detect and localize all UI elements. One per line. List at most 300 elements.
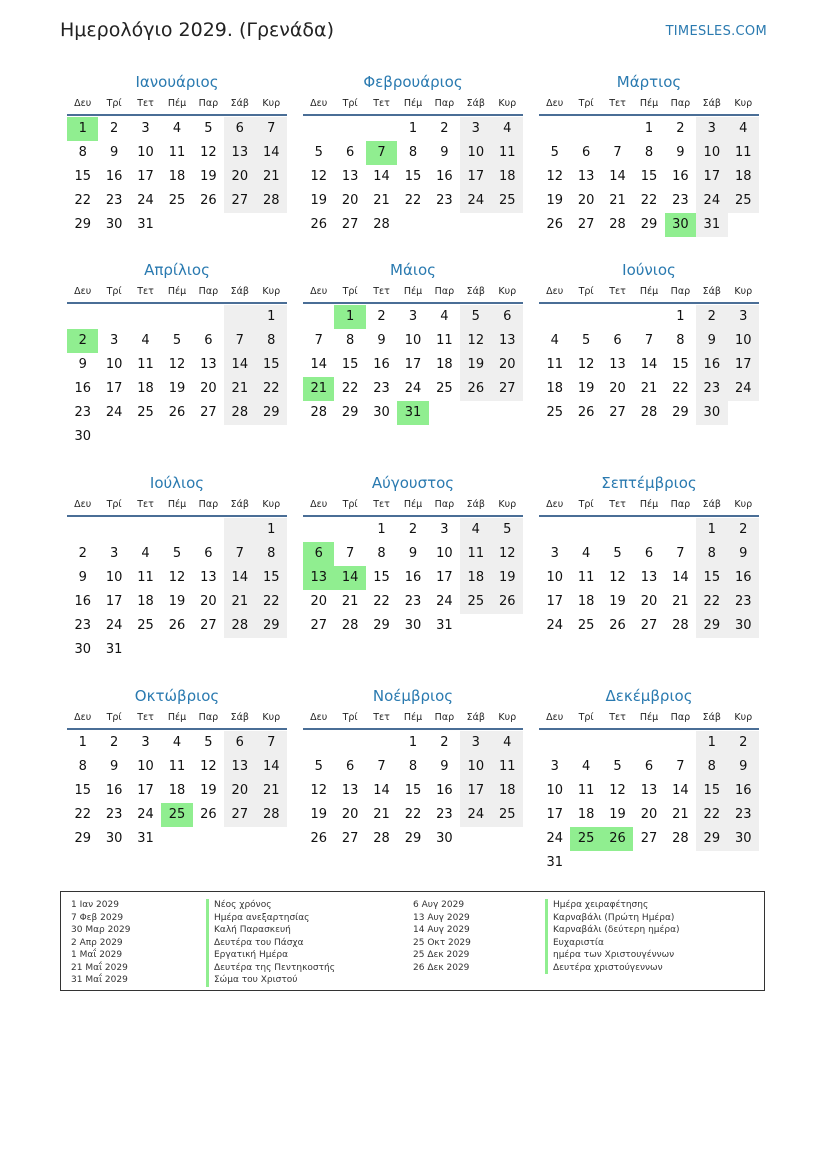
- weekday-label: Πέμ: [639, 98, 659, 109]
- month-block: [539, 686, 759, 875]
- day-cell: 22: [696, 590, 727, 614]
- day-cell: 6: [224, 731, 255, 755]
- empty-cell: [602, 731, 633, 755]
- day-cell: 19: [609, 807, 626, 822]
- day-cell: 6: [204, 546, 213, 561]
- day-cell: 30: [404, 618, 422, 633]
- weekday-label: Δευ: [310, 286, 328, 297]
- weekday-label: Κυρ: [262, 98, 281, 109]
- weekday-label: Δευ: [74, 712, 92, 723]
- day-cell: 9: [408, 546, 418, 561]
- weekday-label: Κυρ: [498, 499, 517, 510]
- legend-entry: 7 Φεβ 2029: [71, 912, 124, 923]
- day-cell: 24: [404, 381, 422, 396]
- weekday-label: Δευ: [74, 98, 92, 109]
- day-cell: 28: [609, 217, 626, 232]
- day-cell: 11: [577, 570, 595, 585]
- day-cell: 11: [492, 755, 523, 779]
- empty-cell: [161, 518, 192, 542]
- day-cell: 10: [546, 570, 563, 585]
- empty-cell: [539, 518, 570, 542]
- day-cell: 3: [109, 546, 119, 561]
- day-cell: 10: [436, 546, 453, 561]
- empty-cell: [98, 518, 129, 542]
- weekday-label: Κυρ: [498, 98, 517, 109]
- day-cell: 1: [696, 731, 727, 755]
- weekday-label: Παρ: [670, 286, 691, 297]
- day-cell: 24: [696, 189, 727, 213]
- day-cell: 2: [676, 121, 685, 136]
- weekday-label: Σάβ: [466, 712, 485, 723]
- day-cell: 7: [256, 731, 287, 755]
- day-cell: 22: [341, 381, 359, 396]
- day-cell: 23: [672, 193, 689, 208]
- legend-entry: Καρναβάλι (δεύτερη ημέρα): [545, 924, 680, 937]
- day-cell: 18: [168, 783, 186, 798]
- day-cell: 11: [460, 542, 491, 566]
- holiday-day: 25: [161, 803, 192, 827]
- day-cell: 24: [546, 831, 563, 846]
- day-cell: 2: [728, 731, 759, 755]
- day-grid: [539, 305, 759, 425]
- day-cell: 16: [105, 783, 123, 798]
- month-name: Σεπτέμβριος: [601, 474, 697, 492]
- day-cell: 3: [696, 117, 727, 141]
- day-cell: 17: [404, 357, 422, 372]
- day-cell: 11: [436, 333, 453, 348]
- weekday-label: Κυρ: [498, 712, 517, 723]
- day-cell: 15: [74, 169, 91, 184]
- weekday-header: [303, 496, 523, 517]
- day-cell: 19: [310, 193, 327, 208]
- empty-cell: [334, 518, 365, 542]
- weekday-label: Τετ: [373, 499, 390, 510]
- day-cell: 29: [341, 405, 359, 420]
- day-grid: [67, 117, 287, 237]
- empty-cell: [633, 731, 664, 755]
- day-cell: 15: [74, 783, 91, 798]
- day-cell: 21: [640, 381, 658, 396]
- empty-cell: [303, 117, 334, 141]
- weekday-header: [67, 496, 287, 517]
- day-cell: 22: [672, 381, 689, 396]
- day-cell: 25: [436, 381, 453, 396]
- day-cell: 3: [550, 759, 559, 774]
- month-name: Ιανουάριος: [135, 73, 219, 91]
- month-block: [303, 686, 523, 851]
- day-cell: 17: [460, 165, 491, 189]
- day-cell: 25: [137, 405, 154, 420]
- day-cell: 13: [577, 169, 595, 184]
- day-cell: 19: [200, 783, 217, 798]
- day-cell: 7: [345, 546, 355, 561]
- holiday-day: 1: [67, 117, 98, 141]
- weekday-label: Παρ: [198, 499, 219, 510]
- day-cell: 4: [581, 546, 591, 561]
- weekday-label: Δευ: [74, 499, 92, 510]
- weekday-label: Πέμ: [403, 499, 423, 510]
- holiday-day: 6: [303, 542, 334, 566]
- day-cell: 10: [696, 141, 727, 165]
- day-cell: 14: [373, 169, 390, 184]
- day-cell: 29: [672, 405, 689, 420]
- holiday-day: 14: [334, 566, 365, 590]
- weekday-label: Δευ: [546, 712, 564, 723]
- weekday-label: Πέμ: [167, 98, 187, 109]
- day-cell: 13: [640, 570, 658, 585]
- day-cell: 28: [310, 405, 327, 420]
- day-cell: 27: [224, 803, 255, 827]
- month-block: [539, 473, 759, 638]
- weekday-label: Τρί: [342, 286, 358, 297]
- month-name: Μάιος: [390, 261, 436, 279]
- day-cell: 12: [577, 357, 595, 372]
- weekday-label: Τρί: [106, 286, 122, 297]
- day-cell: 3: [550, 546, 559, 561]
- day-cell: 8: [78, 145, 87, 160]
- day-cell: 7: [256, 117, 287, 141]
- weekday-label: Κυρ: [734, 286, 753, 297]
- empty-cell: [602, 305, 633, 329]
- month-name: Οκτώβριος: [134, 687, 220, 705]
- day-grid: [539, 731, 759, 875]
- day-cell: 17: [137, 169, 154, 184]
- legend-entry: 14 Αυγ 2029: [413, 925, 470, 935]
- day-cell: 18: [137, 594, 154, 609]
- day-cell: 11: [137, 570, 154, 585]
- day-cell: 20: [640, 594, 658, 609]
- weekday-label: Τρί: [342, 98, 358, 109]
- day-cell: 1: [644, 121, 654, 136]
- empty-cell: [366, 117, 397, 141]
- day-cell: 23: [373, 381, 390, 396]
- day-cell: 18: [137, 381, 154, 396]
- weekday-header: [303, 709, 523, 730]
- day-cell: 30: [373, 405, 390, 420]
- day-cell: 9: [109, 145, 119, 160]
- day-cell: 9: [109, 759, 119, 774]
- day-cell: 9: [728, 542, 759, 566]
- weekday-label: Σάβ: [230, 499, 249, 510]
- legend-entry: 1 Μαΐ 2029: [71, 950, 123, 960]
- legend-entry: Δευτέρα της Πεντηκοστής: [206, 962, 335, 975]
- day-cell: 30: [105, 217, 123, 232]
- day-cell: 9: [377, 333, 386, 348]
- day-cell: 4: [581, 759, 591, 774]
- day-cell: 16: [436, 783, 453, 798]
- day-cell: 5: [172, 333, 182, 348]
- day-grid: [67, 518, 287, 662]
- day-cell: 24: [105, 618, 123, 633]
- weekday-label: Παρ: [198, 98, 219, 109]
- day-cell: 14: [310, 357, 327, 372]
- day-cell: 5: [613, 759, 622, 774]
- weekday-label: Τετ: [609, 286, 626, 297]
- empty-cell: [665, 731, 696, 755]
- holiday-day: 21: [303, 377, 334, 401]
- weekday-label: Παρ: [670, 712, 691, 723]
- day-cell: 17: [546, 594, 563, 609]
- day-grid: [539, 518, 759, 638]
- weekday-label: Τετ: [137, 712, 154, 723]
- day-cell: 11: [728, 141, 759, 165]
- day-cell: 16: [672, 169, 689, 184]
- day-cell: 5: [581, 333, 591, 348]
- empty-cell: [539, 117, 570, 141]
- weekday-label: Σάβ: [702, 712, 721, 723]
- day-cell: 12: [460, 329, 491, 353]
- weekday-label: Τετ: [609, 499, 626, 510]
- day-cell: 31: [137, 217, 154, 232]
- day-cell: 10: [546, 783, 563, 798]
- day-cell: 31: [137, 831, 154, 846]
- day-cell: 13: [640, 783, 658, 798]
- day-cell: 3: [141, 121, 150, 136]
- day-cell: 23: [74, 405, 91, 420]
- weekday-header: [67, 709, 287, 730]
- weekday-label: Τετ: [373, 286, 390, 297]
- day-cell: 4: [172, 121, 182, 136]
- weekday-label: Τετ: [137, 98, 154, 109]
- weekday-label: Τρί: [578, 499, 594, 510]
- legend-entry: 25 Δεκ 2029: [413, 950, 470, 960]
- day-cell: 5: [613, 546, 622, 561]
- weekday-label: Πέμ: [403, 98, 423, 109]
- empty-cell: [67, 518, 98, 542]
- empty-cell: [570, 117, 601, 141]
- day-cell: 27: [492, 377, 523, 401]
- month-name: Νοέμβριος: [372, 687, 454, 705]
- weekday-label: Κυρ: [262, 712, 281, 723]
- day-cell: 15: [640, 169, 658, 184]
- empty-cell: [665, 518, 696, 542]
- day-grid: [303, 117, 523, 237]
- day-cell: 4: [492, 117, 523, 141]
- legend-dates-left: [71, 899, 131, 987]
- legend-entry: Δευτέρα του Πάσχα: [206, 937, 335, 950]
- day-cell: 9: [440, 759, 449, 774]
- empty-cell: [303, 731, 334, 755]
- month-block: [67, 473, 287, 662]
- weekday-label: Παρ: [434, 499, 455, 510]
- day-cell: 20: [492, 353, 523, 377]
- day-cell: 27: [200, 618, 217, 633]
- day-cell: 8: [256, 329, 287, 353]
- weekday-label: Τετ: [609, 712, 626, 723]
- day-cell: 14: [256, 141, 287, 165]
- month-block: [539, 260, 759, 425]
- day-cell: 19: [310, 807, 327, 822]
- legend-entry: ημέρα των Χριστουγέννων: [545, 949, 680, 962]
- month-block: [67, 686, 287, 851]
- day-cell: 7: [377, 759, 386, 774]
- day-cell: 7: [224, 329, 255, 353]
- weekday-label: Τρί: [578, 712, 594, 723]
- day-cell: 8: [696, 542, 727, 566]
- empty-cell: [602, 117, 633, 141]
- weekday-label: Κυρ: [734, 98, 753, 109]
- day-cell: 12: [310, 783, 327, 798]
- day-cell: 2: [109, 735, 119, 750]
- day-cell: 2: [109, 121, 119, 136]
- day-cell: 28: [640, 405, 658, 420]
- day-cell: 26: [310, 217, 327, 232]
- day-cell: 2: [728, 518, 759, 542]
- day-cell: 10: [460, 755, 491, 779]
- day-cell: 13: [200, 570, 217, 585]
- day-cell: 27: [200, 405, 217, 420]
- day-cell: 2: [696, 305, 727, 329]
- day-cell: 16: [373, 357, 390, 372]
- day-cell: 13: [609, 357, 626, 372]
- weekday-label: Παρ: [198, 286, 219, 297]
- legend-names-left: [206, 899, 335, 987]
- day-cell: 1: [377, 522, 386, 537]
- day-cell: 3: [440, 522, 449, 537]
- day-cell: 24: [436, 594, 453, 609]
- empty-cell: [633, 518, 664, 542]
- day-cell: 4: [492, 731, 523, 755]
- day-cell: 13: [341, 783, 359, 798]
- weekday-label: Παρ: [670, 98, 691, 109]
- empty-cell: [539, 731, 570, 755]
- month-block: [67, 260, 287, 449]
- weekday-label: Σάβ: [466, 286, 485, 297]
- day-cell: 15: [404, 169, 422, 184]
- empty-cell: [224, 518, 255, 542]
- legend-entry: 1 Ιαν 2029: [71, 900, 119, 910]
- day-cell: 17: [105, 594, 123, 609]
- legend-entry: Καλή Παρασκευή: [206, 924, 335, 937]
- day-cell: 4: [141, 333, 150, 348]
- day-cell: 21: [224, 377, 255, 401]
- day-cell: 11: [137, 357, 154, 372]
- day-cell: 17: [137, 783, 154, 798]
- day-cell: 8: [408, 145, 418, 160]
- day-cell: 30: [74, 642, 91, 657]
- holiday-day: 1: [334, 305, 365, 329]
- weekday-label: Σάβ: [230, 712, 249, 723]
- day-cell: 28: [224, 614, 255, 638]
- day-cell: 3: [460, 117, 491, 141]
- weekday-label: Παρ: [434, 286, 455, 297]
- day-cell: 9: [728, 755, 759, 779]
- day-cell: 11: [168, 145, 186, 160]
- weekday-label: Κυρ: [734, 712, 753, 723]
- day-cell: 16: [74, 381, 91, 396]
- empty-cell: [224, 305, 255, 329]
- day-cell: 8: [676, 333, 685, 348]
- day-cell: 24: [546, 618, 563, 633]
- day-cell: 18: [546, 381, 563, 396]
- day-cell: 10: [460, 141, 491, 165]
- day-cell: 18: [728, 165, 759, 189]
- weekday-label: Πέμ: [167, 712, 187, 723]
- weekday-header: [67, 283, 287, 304]
- day-cell: 21: [256, 779, 287, 803]
- month-block: [303, 473, 523, 638]
- weekday-label: Τρί: [106, 712, 122, 723]
- day-cell: 26: [492, 590, 523, 614]
- day-cell: 26: [168, 618, 186, 633]
- day-cell: 21: [672, 594, 689, 609]
- day-cell: 22: [696, 803, 727, 827]
- day-cell: 22: [404, 807, 422, 822]
- day-cell: 16: [404, 570, 422, 585]
- month-block: [67, 72, 287, 237]
- day-cell: 29: [74, 831, 91, 846]
- day-cell: 20: [310, 594, 327, 609]
- day-cell: 1: [408, 735, 418, 750]
- day-cell: 24: [728, 377, 759, 401]
- day-cell: 27: [577, 217, 595, 232]
- day-cell: 30: [696, 401, 727, 425]
- day-cell: 1: [78, 735, 87, 750]
- day-cell: 26: [200, 193, 217, 208]
- empty-cell: [602, 518, 633, 542]
- weekday-header: [303, 95, 523, 116]
- day-cell: 30: [436, 831, 453, 846]
- day-cell: 28: [373, 831, 390, 846]
- day-cell: 15: [256, 353, 287, 377]
- weekday-label: Κυρ: [734, 499, 753, 510]
- day-cell: 25: [137, 618, 154, 633]
- weekday-label: Τετ: [137, 499, 154, 510]
- day-cell: 20: [200, 381, 217, 396]
- weekday-label: Δευ: [74, 286, 92, 297]
- day-cell: 14: [224, 353, 255, 377]
- weekday-label: Σάβ: [702, 286, 721, 297]
- holiday-day: 30: [665, 213, 696, 237]
- day-cell: 12: [168, 357, 186, 372]
- day-cell: 27: [609, 405, 626, 420]
- day-cell: 15: [672, 357, 689, 372]
- day-cell: 8: [408, 759, 418, 774]
- legend-entry: Εργατική Ημέρα: [206, 949, 335, 962]
- day-cell: 23: [728, 803, 759, 827]
- weekday-label: Σάβ: [702, 98, 721, 109]
- day-cell: 28: [672, 618, 689, 633]
- empty-cell: [193, 518, 224, 542]
- day-cell: 12: [492, 542, 523, 566]
- weekday-header: [539, 709, 759, 730]
- day-cell: 19: [609, 594, 626, 609]
- day-cell: 20: [577, 193, 595, 208]
- day-cell: 24: [137, 807, 154, 822]
- day-cell: 25: [546, 405, 563, 420]
- empty-cell: [303, 518, 334, 542]
- holiday-day: 13: [303, 566, 334, 590]
- empty-cell: [570, 518, 601, 542]
- empty-cell: [570, 305, 601, 329]
- day-cell: 25: [728, 189, 759, 213]
- weekday-label: Πέμ: [639, 712, 659, 723]
- day-cell: 27: [341, 217, 359, 232]
- weekday-label: Παρ: [434, 98, 455, 109]
- day-cell: 18: [492, 779, 523, 803]
- month-name: Αύγουστος: [371, 474, 455, 492]
- day-cell: 5: [314, 759, 323, 774]
- day-cell: 28: [256, 803, 287, 827]
- legend-dates-right: [413, 899, 471, 974]
- brand-link[interactable]: TIMESLES.COM: [665, 24, 767, 39]
- day-cell: 13: [341, 169, 359, 184]
- day-cell: 13: [492, 329, 523, 353]
- day-cell: 2: [408, 522, 418, 537]
- weekday-label: Τρί: [342, 712, 358, 723]
- day-cell: 5: [172, 546, 182, 561]
- day-cell: 16: [74, 594, 91, 609]
